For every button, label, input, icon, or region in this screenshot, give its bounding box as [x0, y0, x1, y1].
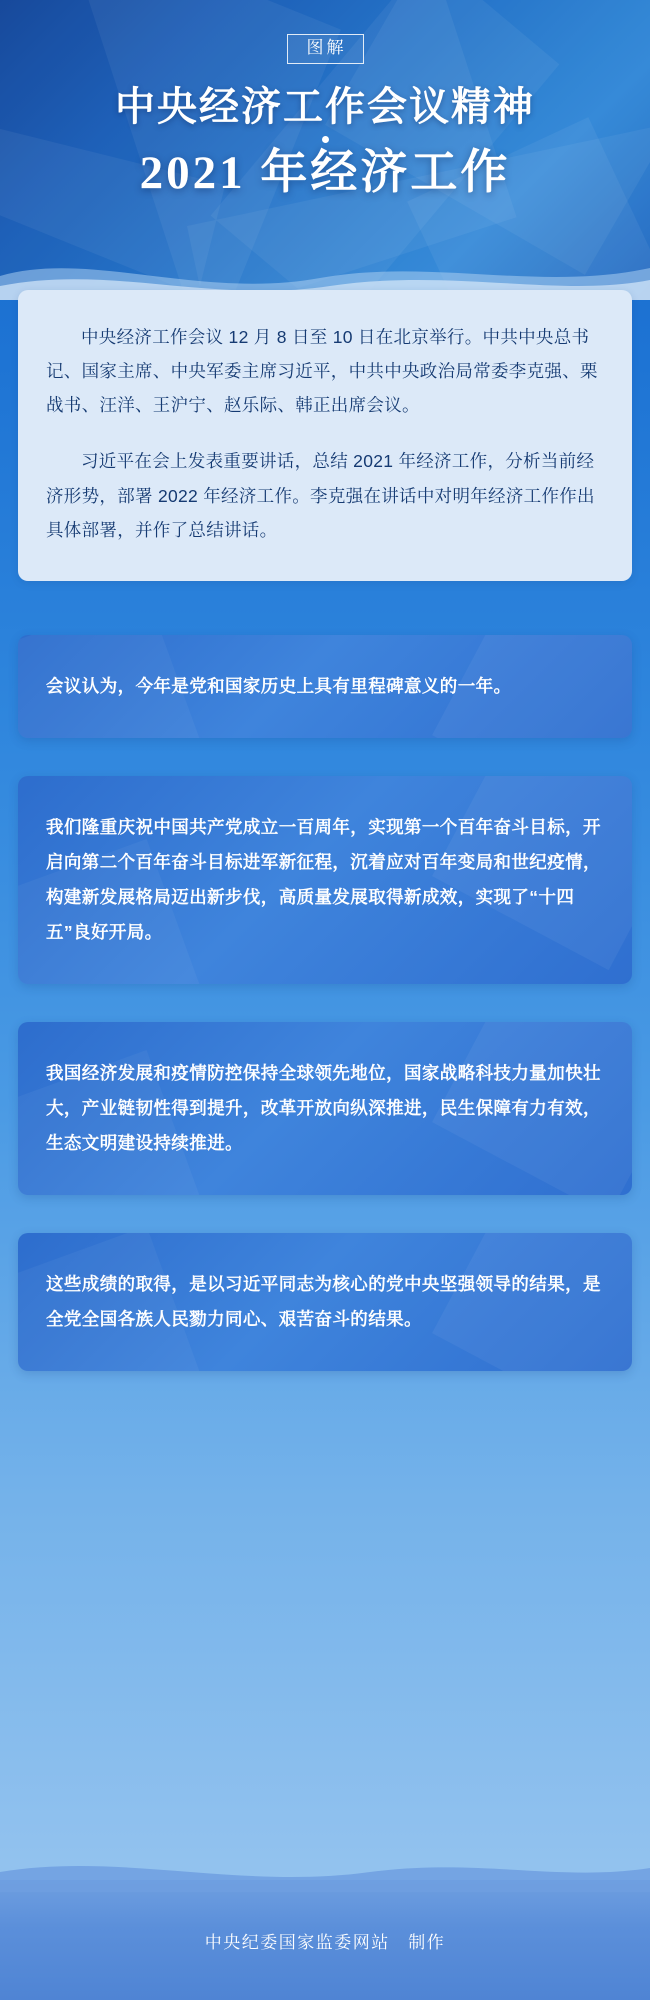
spacer: [18, 581, 632, 621]
tujie-badge: 图解: [287, 34, 364, 64]
statement-text: 这些成绩的取得，是以习近平同志为核心的党中央坚强领导的结果，是全党全国各族人民勠力同心、艰苦奋斗的结果。: [46, 1273, 601, 1329]
intro-paragraph: 习近平在会上发表重要讲话，总结 2021 年经济工作，分析当前经济形势，部署 2022 年经济工作。李克强在讲话中对明年经济工作作出具体部署，并作了总结讲话。: [46, 451, 595, 540]
poster-header: [0, 0, 650, 300]
statement-card: [18, 635, 632, 738]
statement-text: 我们隆重庆祝中国共产党成立一百周年，实现第一个百年奋斗目标，开启向第二个百年奋斗目标进军新征程，沉着应对百年变局和世纪疫情，构建新发展格局迈出新步伐，高质量发展取得新成效，实现了“十四五”良好开局。: [46, 816, 601, 942]
statement-body: [18, 1022, 632, 1195]
poster-footer: [0, 1880, 650, 2000]
footer-wave-divider: [0, 1852, 650, 1892]
statement-body: [18, 635, 632, 738]
statement-body: [18, 776, 632, 984]
statement-card: [18, 1233, 632, 1371]
poster-title-sub: 2021 年经济工作: [139, 146, 511, 199]
intro-paragraph: 中央经济工作会议 12 月 8 日至 10 日在北京举行。中共中央总书记、国家主席、中央军委主席习近平，中共中央政治局常委李克强、栗战书、汪洋、王沪宁、赵乐际、韩正出席会议。: [46, 327, 598, 416]
intro-card: [18, 290, 632, 581]
poster-title-main: 中央经济工作会议精神: [115, 83, 535, 129]
statement-text: 会议认为，今年是党和国家历史上具有里程碑意义的一年。: [46, 675, 512, 696]
footer-credit: 中央纪委国家监委网站 制作: [204, 1932, 446, 1952]
statement-card: [18, 776, 632, 984]
title-separator-dot: [322, 136, 329, 143]
poster-body: [0, 290, 650, 1371]
statement-card: [18, 1022, 632, 1195]
header-content: [0, 0, 650, 201]
statement-text: 我国经济发展和疫情防控保持全球领先地位，国家战略科技力量加快壮大，产业链韧性得到提升，改革开放向纵深推进，民生保障有力有效，生态文明建设持续推进。: [46, 1062, 601, 1153]
statement-body: [18, 1233, 632, 1371]
